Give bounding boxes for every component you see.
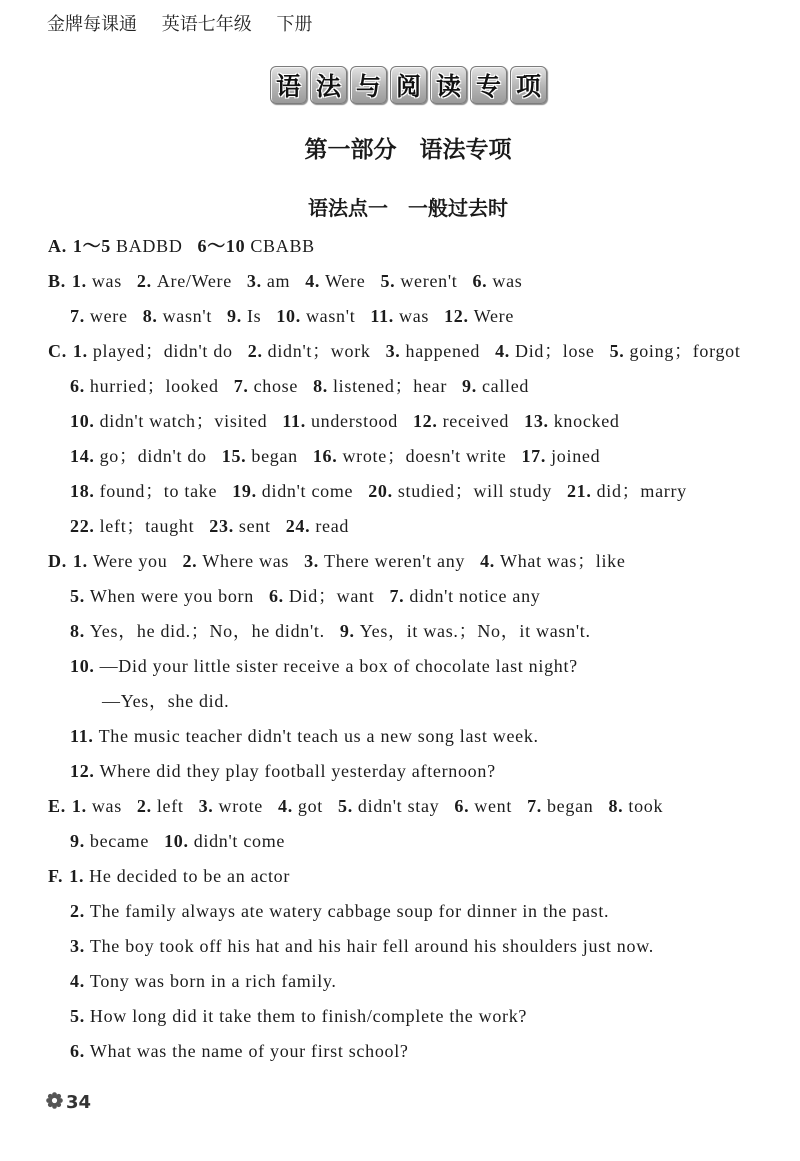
answer-line [48,999,788,1034]
answer-item [269,586,375,606]
answer-item [70,1006,527,1026]
item-answer: didn't notice any [409,586,541,606]
answer-item [73,551,168,571]
banner-char: 阅 [390,66,427,104]
item-answer: Where did they play football yesterday afternoon? [99,761,496,781]
item-answer: Is [246,306,262,326]
answer-item [70,656,578,676]
answer-item [305,271,365,291]
answer-item [444,306,514,326]
item-answer: weren't [400,271,458,291]
item-number: 7. [527,796,542,816]
answer-item [276,306,355,326]
answer-item [72,796,122,816]
answer-item [70,411,267,431]
item-answer: CBABB [250,236,315,256]
answer-item [227,306,261,326]
banner-char: 项 [510,66,547,104]
answer-item [247,271,290,291]
answer-item [199,796,263,816]
item-answer: chose [253,376,299,396]
item-number: 14. [70,446,95,466]
item-number: 11. [370,306,394,326]
answer-item [70,1041,409,1061]
banner-char: 语 [270,66,307,104]
item-answer: When were you born [89,586,254,606]
answer-item [222,446,298,466]
flower-icon [46,1092,63,1114]
item-number: 10. [70,411,95,431]
item-number: 9. [339,621,355,641]
item-number: 16. [312,446,338,466]
answer-line [48,299,788,334]
book-grade: 英语七年级 [161,14,252,35]
item-number: 9. [462,376,477,396]
item-number: 8. [313,376,328,396]
banner-char: 与 [350,66,387,104]
answer-item [462,376,529,396]
item-answer: Are/Were [156,271,232,291]
item-answer: listened；hear [332,376,448,396]
item-answer-reply: —Yes，she did. [102,691,230,711]
answer-item [198,236,315,256]
item-answer: was [399,306,430,326]
item-number: 6. [70,376,85,396]
answer-line [48,439,788,474]
book-volume: 下册 [276,14,313,35]
item-answer: —Did your little sister receive a box of chocolate last night? [99,656,578,676]
answer-line [48,929,788,964]
item-number: 6. [454,796,470,816]
item-number: 6. [472,271,488,291]
answer-item [70,306,128,326]
answer-line [48,334,788,369]
answer-item [182,551,289,571]
item-number: 10. [70,656,95,676]
item-answer: wrote [218,796,263,816]
answer-item [304,551,465,571]
item-number: 1～5 [72,236,112,256]
item-answer: The family always ate watery cabbage soup for dinner in the past. [89,901,610,921]
item-number: 3. [304,551,320,571]
answer-line [48,824,788,859]
answer-item [524,411,620,431]
item-number: 19. [232,481,257,501]
answer-item [340,621,591,641]
answer-item [567,481,687,501]
item-number: 6～10 [197,236,246,256]
item-number: 6. [70,1041,85,1061]
answer-item [495,341,595,361]
item-answer: was [91,271,122,291]
item-number: 17. [521,446,547,466]
banner-char: 读 [430,66,467,104]
item-answer: didn't；work [267,341,371,361]
item-answer: found；to take [99,481,218,501]
item-answer: going；forgot [629,341,741,361]
item-number: 3. [198,796,214,816]
item-answer: The music teacher didn't teach us a new song last week. [98,726,539,746]
answer-key [48,229,788,1069]
item-number: 8. [142,306,158,326]
item-number: 1. [72,551,88,571]
answer-line [48,369,788,404]
item-number: 22. [70,516,95,536]
item-answer: Yes，he did.；No，he didn't. [89,621,325,641]
item-answer: Did；lose [515,341,595,361]
answer-item [70,726,539,746]
answer-line [48,859,788,894]
item-number: 1. [71,271,87,291]
book-series-name: 金牌每课通 [47,14,137,35]
answer-item [72,271,122,291]
item-number: 24. [285,516,311,536]
item-answer: hurried；looked [89,376,219,396]
item-number: 10. [276,306,301,326]
answer-item [313,446,507,466]
answer-line [48,964,788,999]
answer-line [48,649,788,684]
answer-line [48,509,788,544]
item-answer: got [297,796,324,816]
item-number: 7. [70,306,85,326]
item-number: 7. [389,586,405,606]
page-number: 34 [66,1092,92,1113]
answer-line [48,264,788,299]
item-answer: didn't come [261,481,354,501]
item-answer: began [251,446,298,466]
answer-item [164,831,285,851]
section-label: C. [48,341,67,361]
item-number: 1. [72,341,88,361]
item-number: 5. [70,1006,85,1026]
item-number: 3. [246,271,262,291]
section-banner [270,66,547,104]
item-number: 5. [609,341,625,361]
banner-char: 法 [310,66,347,104]
section-label: A. [48,236,67,256]
section-label: F. [48,866,64,886]
answer-item [248,341,371,361]
answer-item [73,341,233,361]
item-number: 9. [227,306,242,326]
section-label: D. [48,551,67,571]
item-number: 8. [70,621,85,641]
item-answer: didn't stay [357,796,440,816]
item-answer: BADBD [116,236,183,256]
item-number: 4. [480,551,495,571]
item-number: 20. [368,481,393,501]
item-answer: read [315,516,350,536]
answer-item [70,376,219,396]
answer-item [137,796,184,816]
item-answer: sent [238,516,271,536]
item-number: 12. [412,411,438,431]
item-answer: became [89,831,150,851]
item-answer: Were you [92,551,168,571]
answer-item [610,341,741,361]
item-number: 21. [566,481,592,501]
answer-item [472,271,522,291]
item-answer: What was；like [500,551,626,571]
item-number: 8. [608,796,624,816]
answer-line [48,789,788,824]
item-answer: took [628,796,664,816]
item-number: 1. [71,796,87,816]
answer-line [48,579,788,614]
item-number: 15. [221,446,247,466]
item-number: 2. [136,271,152,291]
item-answer: left；taught [99,516,195,536]
item-answer: did；marry [596,481,687,501]
banner-char: 专 [470,66,507,104]
answer-item [234,376,298,396]
answer-item [608,796,663,816]
answer-item [70,516,194,536]
answer-item [380,271,457,291]
running-header [47,12,331,38]
item-number: 4. [495,341,510,361]
item-answer: What was the name of your first school? [89,1041,409,1061]
item-answer: am [266,271,291,291]
answer-item [70,936,654,956]
answer-line [48,404,788,439]
item-answer: was [492,271,523,291]
item-number: 5. [380,271,396,291]
answer-line [48,894,788,929]
item-answer: The boy took off his hat and his hair fell around his shoulders just now. [89,936,654,956]
answer-line [48,544,788,579]
answer-item [278,796,323,816]
item-answer: called [481,376,530,396]
item-number: 23. [209,516,234,536]
item-answer: wasn't [162,306,213,326]
item-answer: Were [325,271,366,291]
item-answer: Were [473,306,515,326]
item-number: 11. [70,726,94,746]
item-answer: How long did it take them to finish/complete the work? [89,1006,528,1026]
item-number: 4. [305,271,321,291]
answer-item [70,481,217,501]
answer-item [137,271,232,291]
item-number: 12. [444,306,469,326]
answer-line [48,719,788,754]
answer-line [48,614,788,649]
answer-line [48,229,788,264]
item-number: 11. [282,411,306,431]
item-number: 3. [385,341,401,361]
item-answer: didn't watch；visited [99,411,268,431]
page-footer [46,1092,91,1114]
answer-item [70,761,496,781]
item-answer: didn't come [193,831,286,851]
item-number: 2. [70,901,85,921]
item-answer: Did；want [288,586,375,606]
answer-item [338,796,439,816]
item-number: 4. [70,971,85,991]
answer-item [70,446,207,466]
item-answer: studied；will study [397,481,552,501]
section-label: B. [48,271,66,291]
item-answer: He decided to be an actor [89,866,291,886]
item-number: 10. [164,831,189,851]
answer-item [313,376,447,396]
answer-item [527,796,593,816]
answer-item [232,481,353,501]
item-number: 2. [247,341,263,361]
answer-item [70,831,149,851]
item-answer: go；didn't do [99,446,207,466]
item-answer: left [156,796,184,816]
answer-item [73,236,183,256]
item-answer: Where was [202,551,290,571]
answer-item [209,516,270,536]
item-answer: knocked [553,411,620,431]
answer-item [454,796,512,816]
item-answer: happened [405,341,481,361]
answer-line [48,474,788,509]
answer-item [370,306,429,326]
item-answer: There weren't any [324,551,466,571]
answer-line [48,684,788,719]
answer-line [48,1034,788,1069]
item-number: 5. [338,796,353,816]
item-answer: understood [310,411,398,431]
answer-item [286,516,349,536]
answer-item [70,971,337,991]
answer-item [389,586,540,606]
answer-item [282,411,398,431]
item-number: 2. [182,551,198,571]
section-label: E. [48,796,66,816]
answer-item [368,481,552,501]
item-answer: played；didn't do [92,341,233,361]
item-answer: joined [551,446,601,466]
item-answer: Tony was born in a rich family. [89,971,337,991]
item-number: 2. [136,796,152,816]
item-answer: Yes，it was.；No，it wasn't. [359,621,591,641]
item-answer: wrote；doesn't write [342,446,507,466]
answer-item [143,306,212,326]
item-number: 13. [524,411,549,431]
answer-item [413,411,509,431]
item-answer: received [442,411,510,431]
part-title: 第一部分 语法专项 [304,137,512,163]
item-number: 3. [70,936,85,956]
item-number: 9. [70,831,85,851]
answer-line [48,754,788,789]
item-number: 6. [268,586,284,606]
item-number: 12. [70,761,95,781]
answer-item [480,551,625,571]
answer-item [521,446,600,466]
answer-item [70,621,325,641]
answer-item [69,866,290,886]
answer-item [386,341,480,361]
grammar-point-title: 语法点一 一般过去时 [308,196,508,220]
item-answer: was [91,796,122,816]
answer-item [70,901,609,921]
item-number: 18. [70,481,95,501]
item-number: 4. [278,796,293,816]
item-answer: began [546,796,594,816]
item-answer: went [474,796,513,816]
item-answer: wasn't [305,306,356,326]
item-number: 7. [233,376,249,396]
item-number: 5. [70,586,85,606]
answer-item [70,586,254,606]
item-answer: were [89,306,128,326]
item-number: 1. [69,866,85,886]
